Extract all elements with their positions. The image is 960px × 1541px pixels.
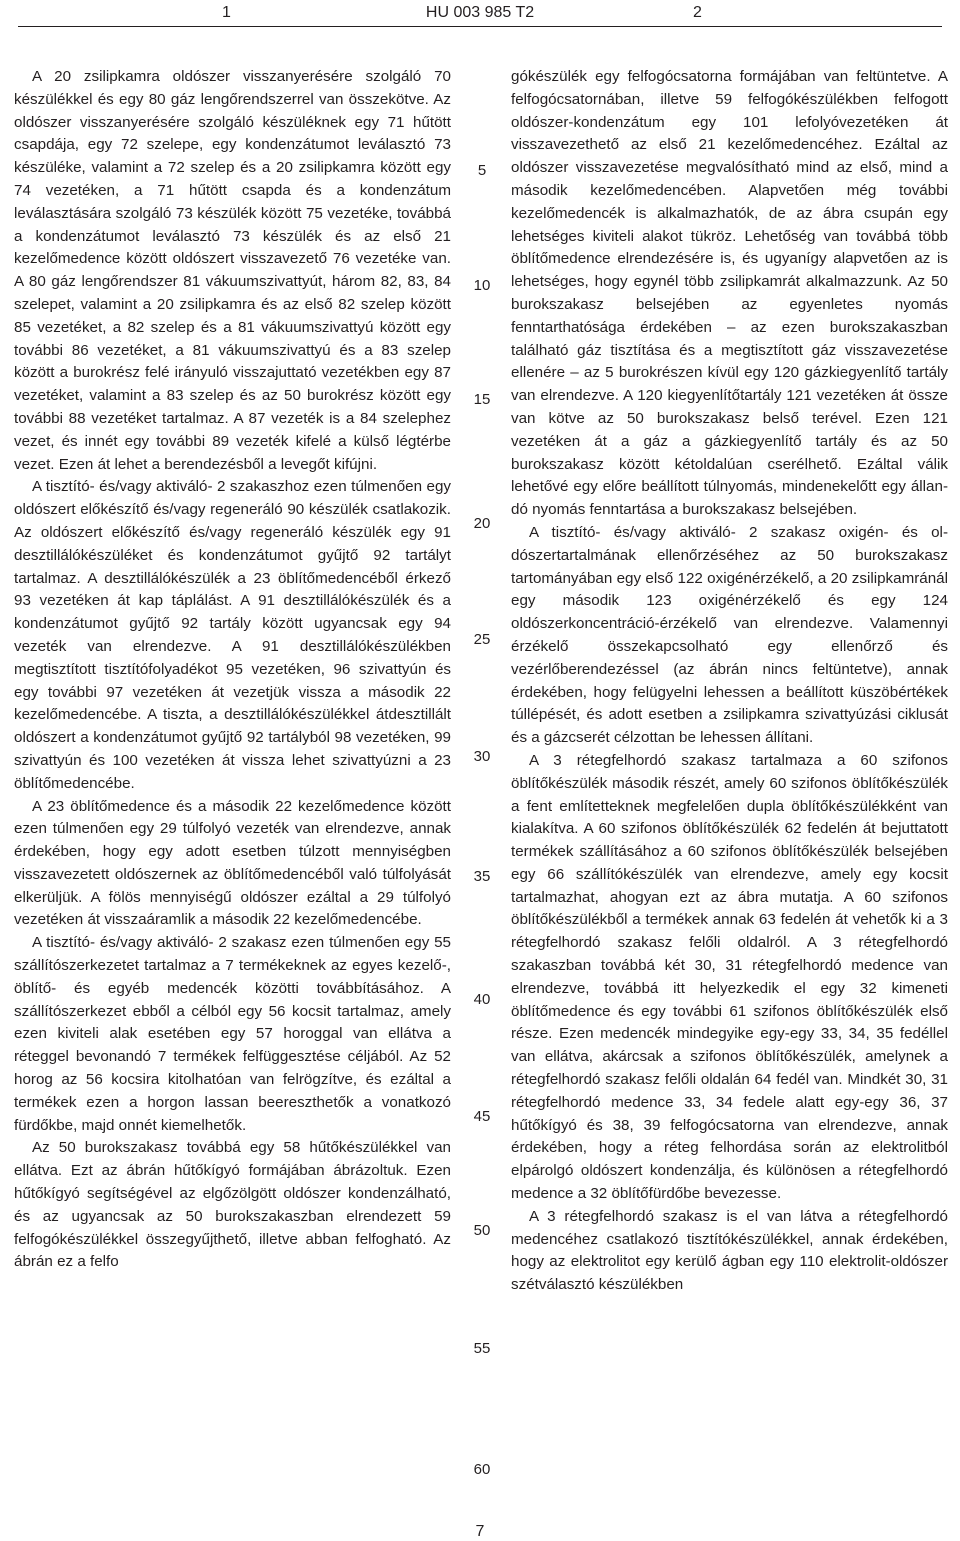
paragraph: A 3 rétegfelhordó szakasz is el van látva a rétegfelhordó medencéhez csatlakozó tisztítókészülékkel, annak érdekében, hogy az elektrolitot egy kerülő ágban egy 110 elektrolit-oldószer szétválasztó készülékben bbox=[511, 1207, 948, 1294]
page-header bbox=[0, 0, 960, 26]
line-number: 10 bbox=[473, 277, 491, 294]
paragraph: Az 50 burokszakasz továbbá egy 58 hűtőkészülékkel van ellátva. Ezt az ábrán hűtőkígyó formájában ábrázoltuk. Ezen hűtőkígyó segítségével az elgőzölgött oldószer kondenzálható, és az ugyancsak az 50 burokszakaszban elrendezett 59 felfogókészülékkel összegyűjthető, illetve abban felfogható. Az ábrán ez a felfo bbox=[14, 1139, 451, 1271]
paragraph: gókészülék egy felfogócsatorna formájában van feltüntetve. A felfogócsatornában, illetve 59 felfogókészülékben felfogott oldószer-kondenzátum egy 101 lefolyóvezetéken át visszavezethető az első 21 kezelőmedencéhez. Ezáltal az oldószer visszavezetése megvalósítható mind az első, mind a második kezelőmedencében. Alapvetően még további kezelőmedencék is alkalmazhatók, de az ábra csupán egy lehetséges kiviteli alakot tükröz. Lehetőség van továbbá több öblítőmedence elrendezésére is, és ugyanígy alapvetően az is lehetséges, hogy egynél több zsilipkamrát alkalmazzunk. Az 50 burokszakasz belsejében az egyenletes nyomás fenntarthatósága érdekében – az ezen burokszakaszban található gáz tisztítása és a megtisztított gáz visszavezetése ellenére – az 5 burokrészen kívül egy 120 gázkiegyenlítő tartály van elrendezve. A 120 kiegyenlítőtartály 121 vezetéken át össze van kötve az 50 burokszakasz belső terével. Ezen 121 vezetéken át a gáz a gázkiegyenlítő tartály és az 50 burokszakasz között kétoldalúan cserélhető. Ezáltal válik lehetővé egy előre beállított túlnyomás, mindenekelőtt egy állandó nyomás fenntartása a burokszakasz belsejében. bbox=[511, 68, 948, 519]
line-number: 40 bbox=[473, 991, 491, 1008]
line-number: 15 bbox=[473, 391, 491, 408]
paragraph: A tisztító- és/vagy aktiváló- 2 szakasz oxigén- és oldószertartalmának ellenőrzéséhez az 50 burokszakasz tartományában egy első 122 oxigénérzékelő, a 20 zsilipkamránál egy második 123 oxigénérzékelő és egy 124 oldószerkoncentráció-érzékelő van elrendezve. Valamennyi érzékelő összekapcsolható egy ellenőrző és vezérlőberendezéssel (az ábrán nincs feltüntetve), annak érdekében, hogy felügyelni lehessen a beállított küszöbértékek túllépését, és adott esetben a zsilipkamra szivattyúzási ciklusát és a gázcserét célzottan be lehessen állítani. bbox=[511, 523, 948, 747]
page-number: 7 bbox=[475, 1523, 485, 1540]
line-number: 30 bbox=[473, 748, 491, 765]
document-id: HU 003 985 T2 bbox=[425, 4, 535, 21]
paragraph: A 3 rétegfelhordó szakasz tartalmaza a 60 szifonos öblítőkészülék második részét, amely 60 szifonos öblítőkészülék a fent említetteknek megfelelően dupla öblítőkészülékként van kialakítva. A 60 szifonos öblítőkészülék 62 fedelén át bejuttatott termékek szállításához a 60 szifonos öblítőkészülék belsejében egy 66 szállítókészülék van elrendezve, amely egy kocsit tartalmazhat, ahogyan ezt az ábra mutatja. A 60 szifonos öblítőkészülékből a termékek annak 63 fedelén át vehetők ki a 3 rétegfelhordó szakasz felőli oldalról. A 3 rétegfelhordó szakaszban továbbá két 30, 31 rétegfelhordó medence van elrendezve, továbbá itt helyezkedik el egy 32 kimeneti öblítőmedence és egy további 61 szifonos öblítőkészülék első része. Ezen medencék mindegyike egy-egy 33, 34, 35 fedéllel van ellátva, akárcsak a szifonos öblítőkészülék, amelynek a rétegfelhordó szakasz felőli oldalán 64 fedél van. Mindkét 30, 31 rétegfelhordó medence 33, 34 fedele alatt egy-egy 36, 37 hűtőkígyó és 38, 39 felfogócsatorna van elrendezve, annak érdekében, hogy a réteg felhordása során az elektrolitból elpárolgó oldószert kondenzálja, és különösen a rétegfelhordó medence a 32 öblítőfürdőbe bevezesse. bbox=[511, 751, 948, 1203]
line-number: 60 bbox=[473, 1461, 491, 1478]
paragraph: A tisztító- és/vagy aktiváló- 2 szakaszhoz ezen túlmenően egy oldószert előkészítő és/vagy regeneráló 90 készülék csatlakozik. Az oldószert előkészítő és/vagy regeneráló készülék egy 91 desztillálókészüléket és kondenzátumot gyűjtő 92 tartályt tartalmaz. A desztillálókészülék a 23 öblítőmedencéből érkező 93 vezetéken át kap táplálást. A 91 desztillálókészülék és a kondenzátumot gyűjtő 92 tartály között ugyancsak egy 94 vezeték van elrendezve. A 91 desztillálókészülékben megtisztított tisztítófolyadékot 95 vezetéken, 96 szivattyún és egy további 97 vezetéken át vezetjük vissza a második 22 kezelőmedencébe. A tiszta, a desztillálókészülékkel átdesztillált oldószert a kondenzátumot gyűjtő 92 tartályból 98 vezetéken, 99 szivattyún és 100 vezetéken át vissza lehet szivattyúzni a 23 öblítőmedencébe. bbox=[14, 478, 451, 792]
line-number: 35 bbox=[473, 868, 491, 885]
paragraph: A tisztító- és/vagy aktiváló- 2 szakasz ezen túlmenően egy 55 szállítószerkezetet tartalmaz a 7 termékeknek az egyes kezelő-, öblítő- és egyéb medencék közötti továbbításához. A szállítószerkezet ebből a célból egy 56 kocsit tartalmaz, amely ezen kiviteli alak esetében egy 57 horoggal van ellátva a réteggel bevonandó 7 termékek felfüggesztése céljából. Az 52 horog az 56 kocsira kitolhatóan van felrögzítve, és ezáltal a termékek ezen a horgon lassan beereszthetők a vonatkozó fürdőkbe, majd onnét kiemelhetők. bbox=[14, 934, 451, 1134]
line-number: 20 bbox=[473, 515, 491, 532]
left-text-column bbox=[14, 66, 451, 1274]
right-text-column bbox=[511, 66, 948, 1297]
column-number-left: 1 bbox=[222, 4, 231, 21]
column-number-right: 2 bbox=[693, 4, 702, 21]
line-number: 5 bbox=[477, 162, 487, 179]
line-number: 55 bbox=[473, 1340, 491, 1357]
paragraph: A 20 zsilipkamra oldószer visszanyerésére szolgáló 70 készülékkel és egy 80 gáz lengőrendszerrel van összekötve. Az oldószer visszanyerésére szolgáló készüléknek egy 71 hűtött csapdája, egy 72 szelepe, egy kondenzátumot leválasztó 73 készüléke, valamint a 72 szelep és a 20 zsilipkamra között egy 74 vezetéken, a 71 hűtött csapda és a kondenzátum leválasztására szolgáló 73 készülék között 75 vezetéke, továbbá a kondenzátumot leválasztó 73 készülék és az első 21 kezelőmedence között oldószert visszavezető 76 vezetéke van. A 80 gáz lengőrendszer 81 vákuumszivattyút, három 82, 83, 84 szelepet, valamint a 20 zsilipkamra és az első 82 szelep között 85 vezetéket, a 82 szelep és a 81 vákuumszivattyú között egy további 86 vezetéket, a 81 vákuumszivattyú és a 83 szelep között a burokrész felé irányuló visszajuttató vezetékben egy 87 vezetéket, valamint a 83 szelep és az 50 burokrész között egy további 88 vezetéket tartalmaz. A 87 vezeték is a 84 szelephez vezet, és innét egy további 89 vezeték kifelé a külső légtérbe vezet. Ezen át lehet a berendezésből a levegőt kifújni. bbox=[14, 68, 451, 473]
line-number: 45 bbox=[473, 1108, 491, 1125]
paragraph: A 23 öblítőmedence és a második 22 kezelőmedence között ezen túlmenően egy 29 túlfolyó vezeték van elrendezve, annak érdekében, hogy egy adott esetben túlzott mennyiségben visszavezetett oldószernek az öblítőmedencéből való túlfolyását elkerüljük. A fölös mennyiségű oldószer ezáltal a 29 túlfolyó vezetéken át visszaáramlik a második 22 kezelőmedencébe. bbox=[14, 797, 451, 929]
line-number: 50 bbox=[473, 1222, 491, 1239]
header-rule bbox=[18, 26, 942, 27]
line-number: 25 bbox=[473, 631, 491, 648]
